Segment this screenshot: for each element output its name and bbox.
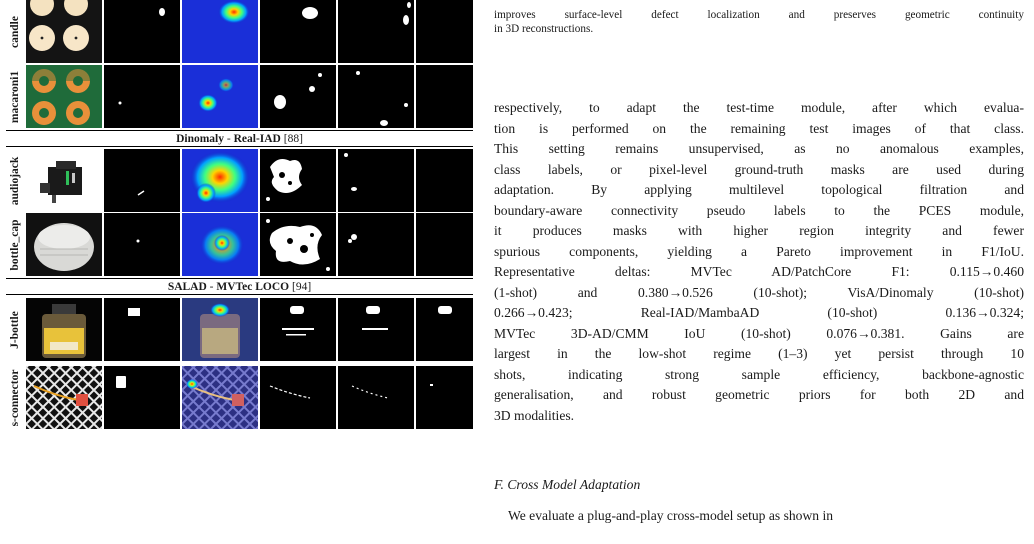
input-image bbox=[26, 149, 102, 212]
ground-truth-mask bbox=[104, 0, 180, 63]
body-line: This setting remains unsupervised, as no anomalous examples, bbox=[494, 141, 1024, 156]
anomaly-heatmap bbox=[182, 0, 258, 63]
section-heading: F. Cross Model Adaptation bbox=[494, 477, 641, 492]
final-mask bbox=[416, 149, 473, 212]
final-mask bbox=[416, 65, 473, 128]
body-line: it produces masks with higher region integrity and fewer bbox=[494, 223, 1024, 238]
refined-mask bbox=[338, 298, 414, 361]
figure-row-candle bbox=[6, 0, 473, 63]
figure-caption-line: in 3D reconstructions. bbox=[494, 23, 594, 35]
baseline-mask bbox=[260, 149, 336, 212]
input-image bbox=[26, 298, 102, 361]
body-line: 0.266→0.423; Real-IAD/MambaAD (10-shot) 0.136→0.324; bbox=[494, 305, 1024, 320]
figure-row-macaroni1 bbox=[6, 65, 473, 128]
anomaly-heatmap bbox=[182, 149, 258, 212]
refined-mask bbox=[338, 65, 414, 128]
band-separator: - bbox=[224, 133, 234, 145]
anomaly-heatmap bbox=[182, 298, 258, 361]
body-line: generalisation, and robust geometric priors for both 2D and bbox=[494, 387, 1024, 402]
baseline-mask bbox=[260, 65, 336, 128]
baseline-mask bbox=[260, 0, 336, 63]
baseline-mask bbox=[260, 366, 336, 429]
figure-caption-line: improves surface-level defect localization and preserves geometric continuity bbox=[494, 9, 1024, 21]
input-image bbox=[26, 366, 102, 429]
anomaly-heatmap bbox=[182, 366, 258, 429]
row-label: bottle_cap bbox=[9, 218, 21, 271]
qualitative-results-figure bbox=[0, 0, 473, 544]
body-line: tion is performed on the remaining test images of that class. bbox=[494, 120, 1024, 136]
body-line: spurious components, yielding a Pareto improvement in F1/IoU. bbox=[494, 243, 1024, 259]
input-image bbox=[26, 213, 102, 276]
input-image bbox=[26, 0, 102, 63]
body-line: largest in the low-shot regime (1–3) yet persist through 10 bbox=[494, 346, 1024, 361]
refined-mask bbox=[338, 366, 414, 429]
final-mask bbox=[416, 298, 473, 361]
figure-row-j-bottle bbox=[6, 298, 473, 361]
row-label: macaroni1 bbox=[9, 70, 21, 123]
anomaly-heatmap bbox=[182, 65, 258, 128]
ground-truth-mask bbox=[104, 65, 180, 128]
ground-truth-mask bbox=[104, 213, 180, 276]
band-separator: - bbox=[206, 281, 217, 293]
body-line: respectively, to adapt the test-time module, after which evalua- bbox=[494, 100, 1024, 115]
ground-truth-mask bbox=[104, 366, 180, 429]
row-label: audiojack bbox=[9, 156, 21, 205]
row-label: J-bottle bbox=[9, 310, 21, 349]
body-line: 3D modalities. bbox=[494, 407, 575, 423]
baseline-mask bbox=[260, 298, 336, 361]
body-line: Representative deltas: MVTec AD/PatchCore F1: 0.115→0.460 bbox=[494, 264, 1024, 279]
figure-band-salad-mvtec-loco bbox=[6, 278, 473, 295]
ground-truth-mask bbox=[104, 149, 180, 212]
body-line: shots, indicating strong sample efficiency, backbone-agnostic bbox=[494, 366, 1024, 382]
band-dataset: Real-IAD bbox=[233, 133, 281, 145]
figure-row-audiojack bbox=[6, 149, 473, 212]
band-method: SALAD bbox=[167, 281, 207, 293]
refined-mask bbox=[338, 0, 414, 63]
refined-mask bbox=[338, 149, 414, 212]
final-mask bbox=[416, 366, 473, 429]
final-mask bbox=[416, 0, 473, 63]
body-line: We evaluate a plug-and-play cross-model setup as shown in bbox=[508, 508, 834, 523]
final-mask bbox=[416, 213, 473, 276]
body-line: adaptation. By applying multilevel topological filtration and bbox=[494, 182, 1024, 197]
refined-mask bbox=[338, 213, 414, 276]
body-line: boundary-aware connectivity pseudo labels to the PCES module, bbox=[494, 202, 1024, 218]
band-reference: [94] bbox=[289, 281, 312, 293]
figure-band-dinomaly-real-iad bbox=[6, 130, 473, 147]
figure-row-bottle-cap bbox=[6, 213, 473, 276]
band-dataset: MVTec LOCO bbox=[216, 281, 290, 293]
body-line: MVTec 3D-AD/CMM IoU (10-shot) 0.076→0.381. Gains are bbox=[494, 325, 1024, 341]
row-label: candle bbox=[9, 15, 21, 48]
band-reference: [88] bbox=[280, 133, 303, 145]
figure-row-s-connector bbox=[6, 366, 473, 429]
ground-truth-mask bbox=[104, 298, 180, 361]
band-method: Dinomaly bbox=[176, 133, 224, 145]
input-image bbox=[26, 65, 102, 128]
body-line: class labels, or pixel-level ground-truth masks are used during bbox=[494, 161, 1024, 177]
row-label: s-connector bbox=[9, 369, 21, 426]
baseline-mask bbox=[260, 213, 336, 276]
anomaly-heatmap bbox=[182, 213, 258, 276]
body-line: (1-shot) and 0.380→0.526 (10-shot); VisA/Dinomaly (10-shot) bbox=[494, 284, 1024, 300]
